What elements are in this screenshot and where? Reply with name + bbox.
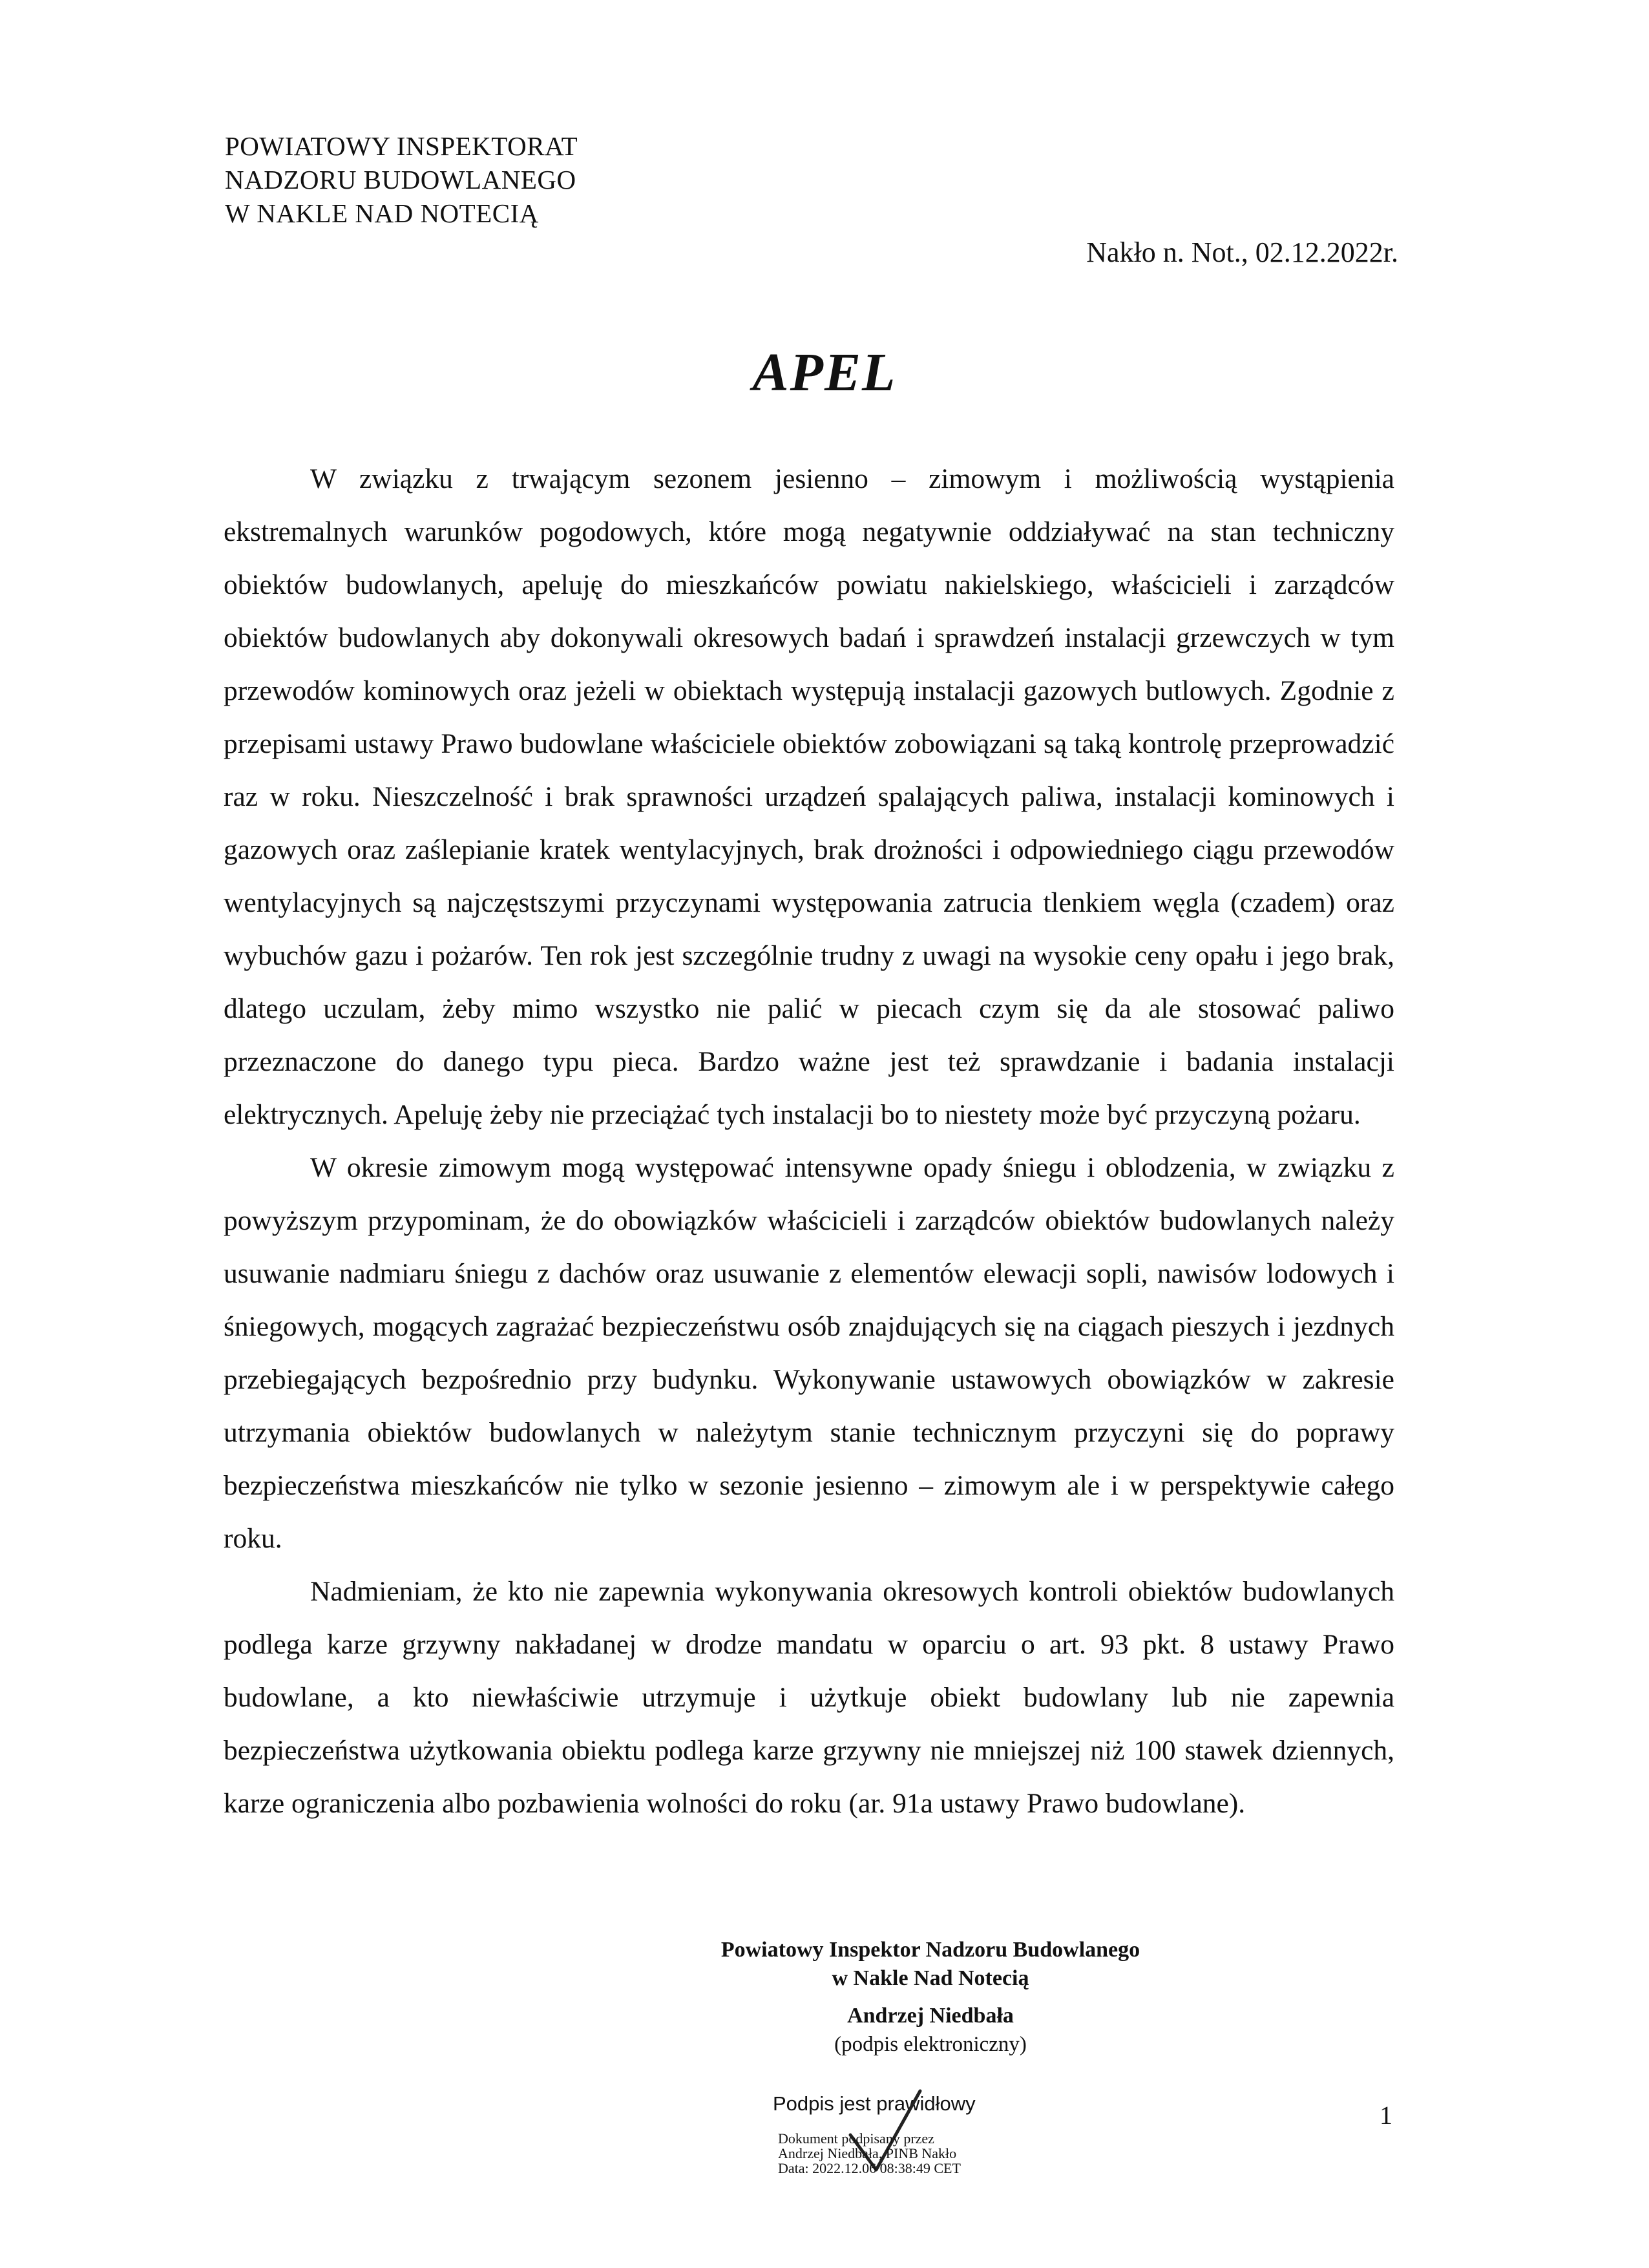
paragraph-2: W okresie zimowym mogą występować intensywne opady śniegu i oblodzenia, w związku z powyższym przypominam, że do obowiązków właścicieli i zarządców obiektów budowlanych należy usuwanie nadmiaru śniegu z dachów oraz usuwanie z elementów elewacji sopli, nawisów lodowych i śniegowych, mogących zagrażać bezpieczeństwu osób znajdujących się na ciągach pieszych i jezdnych przebiegających bezpośrednio przy budynku. Wykonywanie ustawowych obowiązków w zakresie utrzymania obiektów budowlanych w należytym stanie technicznym przyczyni się do poprawy bezpieczeństwa mieszkańców nie tylko w sezonie jesienno – zimowym ale i w perspektywie całego roku. [224, 1152, 1394, 1554]
document-body [224, 452, 1394, 1830]
issuer-header [225, 129, 578, 230]
signature-block [646, 1936, 1215, 2059]
electronic-signature-note: (podpis elektroniczny) [834, 2033, 1027, 2056]
signature-meta-line-2: Andrzej Niedbała, PINB Nakło [778, 2145, 957, 2161]
paragraph-3: Nadmieniam, że kto nie zapewnia wykonywania okresowych kontroli obiektów budowlanych podlega karze grzywny nakładanej w drodze mandatu w oparciu o art. 93 pkt. 8 ustawy Prawo budowlane, a kto niewłaściwie utrzymuje i użytkuje obiekt budowlany lub nie zapewnia bezpieczeństwa użytkowania obiektu podlega karze grzywny nie mniejszej niż 100 stawek dziennych, karze ograniczenia albo pozbawienia wolności do roku (ar. 91a ustawy Prawo budowlane). [224, 1576, 1394, 1819]
issuer-line-3: W NAKLE NAD NOTECIĄ [225, 198, 539, 228]
page-number: 1 [1380, 2101, 1392, 2130]
signature-valid-label: Podpis jest prawidłowy [773, 2092, 976, 2115]
signature-metadata [778, 2131, 961, 2176]
document-title: APEL [752, 342, 897, 403]
signature-meta-line-3: Data: 2022.12.06 08:38:49 CET [778, 2160, 961, 2176]
document-date: Nakło n. Not., 02.12.2022r. [1086, 236, 1398, 268]
signer-name: Andrzej Niedbała [847, 2004, 1014, 2028]
signer-role-line-1: Powiatowy Inspektor Nadzoru Budowlanego [720, 1938, 1140, 1962]
signature-meta-line-1: Dokument podpisany przez [778, 2130, 934, 2147]
issuer-line-1: POWIATOWY INSPEKTORAT [225, 131, 578, 161]
issuer-line-2: NADZORU BUDOWLANEGO [225, 165, 576, 194]
signer-role-line-2: w Nakle Nad Notecią [832, 1966, 1029, 1990]
paragraph-1: W związku z trwającym sezonem jesienno – zimowym i możliwością wystąpienia ekstremalnych warunków pogodowych, które mogą negatywnie oddziaływać na stan techniczny obiektów budowlanych, apeluję do mieszkańców powiatu nakielskiego, właścicieli i zarządców obiektów budowlanych aby dokonywali okresowych badań i sprawdzeń instalacji grzewczych w tym przewodów kominowych oraz jeżeli w obiektach występują instalacji gazowych butlowych. Zgodnie z przepisami ustawy Prawo budowlane właściciele obiektów zobowiązani są taką kontrolę przeprowadzić raz w roku. Nieszczelność i brak sprawności urządzeń spalających paliwa, instalacji kominowych i gazowych oraz zaślepianie kratek wentylacyjnych, brak drożności i odpowiedniego ciągu przewodów wentylacyjnych są najczęstszymi przyczynami występowania zatrucia tlenkiem węgla (czadem) oraz wybuchów gazu i pożarów. Ten rok jest szczególnie trudny z uwagi na wysokie ceny opału i jego brak, dlatego uczulam, żeby mimo wszystko nie palić w piecach czym się da ale stosować paliwo przeznaczone do danego typu pieca. Bardzo ważne jest też sprawdzanie i badania instalacji elektrycznych. Apeluję żeby nie przeciążać tych instalacji bo to niestety może być przyczyną pożaru. [224, 463, 1394, 1130]
